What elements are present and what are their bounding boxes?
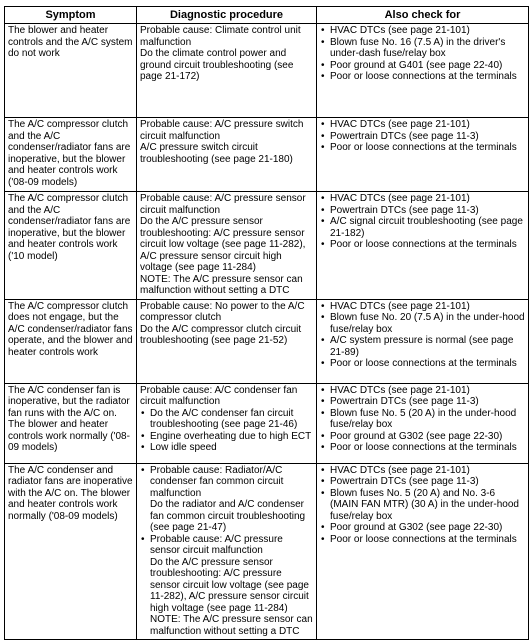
check-item: • Blown fuse No. 5 (20 A) in the under-hood fuse/relay box [330, 408, 525, 431]
header-symptom: Symptom [5, 7, 137, 24]
procedure-note: NOTE: The A/C pressure sensor can malfunction without setting a DTC [140, 273, 303, 296]
procedure-line: Probable cause: Climate control unit malfunction [140, 25, 301, 48]
also-check-cell [317, 299, 529, 383]
check-item: • HVAC DTCs (see page 21-101) [330, 119, 525, 131]
check-item: • Poor or loose connections at the terminals [330, 142, 525, 154]
check-item: • Poor or loose connections at the terminals [330, 534, 525, 546]
check-item: • HVAC DTCs (see page 21-101) [330, 465, 525, 477]
procedure-step: • Low idle speed [150, 442, 313, 454]
check-item: • Powertrain DTCs (see page 11-3) [330, 131, 525, 143]
cause-item [150, 534, 313, 638]
symptom-cell: The A/C compressor clutch and the A/C condenser/radiator fans are inoperative, but the blower and heater controls work ('08-09 models) [5, 118, 137, 192]
check-item: • Powertrain DTCs (see page 11-3) [330, 476, 525, 488]
procedure-line: Probable cause: No power to the A/C compressor clutch [140, 300, 305, 323]
check-item: • Powertrain DTCs (see page 11-3) [330, 396, 525, 408]
cause-detail: Do the radiator and A/C condenser fan common circuit troubleshooting (see page 21-47) [150, 499, 306, 533]
table-row [5, 192, 529, 300]
symptom-cell: The A/C condenser and radiator fans are inoperative with the A/C on. The blower and heater controls work normally ('08-09 models) [5, 463, 137, 640]
procedure-line: Do the climate control power and ground circuit troubleshooting (see page 21-172) [140, 48, 294, 82]
procedure-cell [137, 24, 317, 118]
check-item: • Poor or loose connections at the terminals [330, 71, 525, 83]
procedure-cell [137, 299, 317, 383]
check-item: • Poor ground at G401 (see page 22-40) [330, 60, 525, 72]
procedure-line: Probable cause: A/C pressure sensor circuit malfunction [140, 193, 306, 216]
header-also-check-for: Also check for [317, 7, 529, 24]
also-check-cell [317, 463, 529, 640]
table-row [5, 463, 529, 640]
check-item: • HVAC DTCs (see page 21-101) [330, 25, 525, 37]
check-item: • Powertrain DTCs (see page 11-3) [330, 205, 525, 217]
symptom-cell: The A/C compressor clutch does not engage, but the A/C condenser/radiator fans operate, and the blower and heater controls work [5, 299, 137, 383]
table-row [5, 299, 529, 383]
also-check-cell [317, 383, 529, 463]
check-item: • Poor ground at G302 (see page 22-30) [330, 522, 525, 534]
table-header-row [5, 7, 529, 24]
also-check-cell [317, 192, 529, 300]
table-row [5, 383, 529, 463]
procedure-line: Do the A/C pressure sensor troubleshooting: A/C pressure sensor circuit low voltage (see page 11-282), A/C pressure sensor circuit high voltage (see page 11-284) [140, 216, 306, 273]
check-item: • Poor or loose connections at the terminals [330, 442, 525, 454]
also-check-cell [317, 118, 529, 192]
also-check-cell [317, 24, 529, 118]
check-item: • HVAC DTCs (see page 21-101) [330, 385, 525, 397]
check-item: • A/C signal circuit troubleshooting (see page 21-182) [330, 216, 525, 239]
check-item: • Poor or loose connections at the terminals [330, 239, 525, 251]
procedure-cell [137, 192, 317, 300]
table-row [5, 118, 529, 192]
check-item: • HVAC DTCs (see page 21-101) [330, 193, 525, 205]
check-item: • Blown fuse No. 20 (7.5 A) in the under-hood fuse/relay box [330, 312, 525, 335]
symptom-cell: The A/C compressor clutch and the A/C condenser/radiator fans are inoperative, but the blower and heater controls work ('10 model) [5, 192, 137, 300]
symptom-cell: The A/C condenser fan is inoperative, but the radiator fan runs with the A/C on. The blower and heater controls work normally ('08-09 models) [5, 383, 137, 463]
procedure-line: A/C pressure switch circuit troubleshooting (see page 21-180) [140, 142, 293, 165]
header-diagnostic-procedure: Diagnostic procedure [137, 7, 317, 24]
check-item: • Poor or loose connections at the terminals [330, 358, 525, 370]
check-item: • Poor ground at G302 (see page 22-30) [330, 431, 525, 443]
symptom-cell: The blower and heater controls and the A/C system do not work [5, 24, 137, 118]
cause-text: • Probable cause: A/C pressure sensor circuit malfunction [150, 533, 283, 556]
check-item: • Blown fuse No. 16 (7.5 A) in the driver's under-dash fuse/relay box [330, 37, 525, 60]
cause-item [150, 465, 313, 534]
procedure-step: • Do the A/C condenser fan circuit troubleshooting (see page 21-46) [150, 408, 313, 431]
check-item: • HVAC DTCs (see page 21-101) [330, 301, 525, 313]
procedure-line: Probable cause: A/C pressure switch circuit malfunction [140, 119, 304, 142]
procedure-line: Do the A/C compressor clutch circuit troubleshooting (see page 21-52) [140, 323, 302, 346]
procedure-step: • Engine overheating due to high ECT [150, 431, 313, 443]
cause-note: NOTE: The A/C pressure sensor can malfunction without setting a DTC [150, 614, 313, 637]
table-row [5, 24, 529, 118]
check-item: • Blown fuses No. 5 (20 A) and No. 3-6 (MAIN FAN MTR) (30 A) in the under-hood fuse/relay box [330, 488, 525, 523]
procedure-cell [137, 463, 317, 640]
procedure-line: Probable cause: A/C condenser fan circuit malfunction [140, 384, 298, 407]
cause-detail: Do the A/C pressure sensor troubleshooting: A/C pressure sensor circuit low voltage (see page 11-282), A/C pressure sensor circuit high voltage (see page 11-284) [150, 556, 309, 614]
procedure-cell [137, 383, 317, 463]
procedure-cell [137, 118, 317, 192]
check-item: • A/C system pressure is normal (see page 21-89) [330, 335, 525, 358]
symptom-troubleshooting-table [4, 6, 529, 640]
cause-text: • Probable cause: Radiator/A/C condenser fan common circuit malfunction [150, 464, 284, 499]
